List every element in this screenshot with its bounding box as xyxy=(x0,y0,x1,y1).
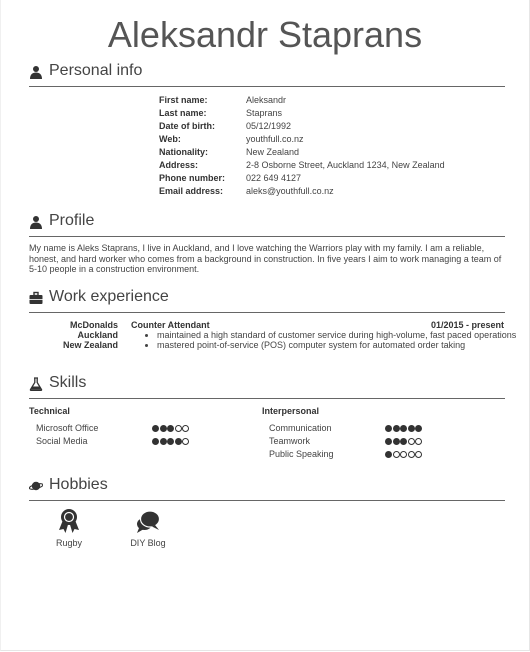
web-link[interactable]: youthfull.co.nz xyxy=(246,134,304,144)
award-ribbon-icon xyxy=(57,508,81,534)
rating-dot-filled xyxy=(393,425,400,432)
hobby-label: DIY Blog xyxy=(130,538,166,548)
skill-name: Teamwork xyxy=(269,436,311,446)
rating-dot-filled xyxy=(400,438,407,445)
rating-dot-filled xyxy=(400,425,407,432)
hobby-item xyxy=(118,508,178,548)
hobby-item xyxy=(39,508,99,548)
email-link[interactable]: aleks@youthfull.co.nz xyxy=(246,186,334,196)
job-city: Auckland xyxy=(77,330,118,340)
rating-dot-empty xyxy=(393,451,400,458)
skill-group-title: Technical xyxy=(29,406,70,416)
rating-dot-filled xyxy=(160,438,167,445)
rating-dot-empty xyxy=(175,425,182,432)
rating-dot-empty xyxy=(415,438,422,445)
field-value: 05/12/1992 xyxy=(246,121,292,131)
rating-dot-filled xyxy=(408,425,415,432)
chat-bubbles-icon xyxy=(136,508,160,534)
rating-dot-filled xyxy=(160,425,167,432)
job-bullets xyxy=(131,330,517,350)
work-experience-header xyxy=(29,288,505,313)
field-label: Address: xyxy=(159,160,199,170)
rating-dot-empty xyxy=(408,451,415,458)
skill-rating xyxy=(152,437,190,446)
rating-dot-filled xyxy=(385,438,392,445)
rating-dot-filled xyxy=(393,438,400,445)
rating-dot-filled xyxy=(175,438,182,445)
field-label: Email address: xyxy=(159,186,224,196)
field-value: New Zealand xyxy=(246,147,300,157)
rating-dot-empty xyxy=(415,451,422,458)
hobbies-title: Hobbies xyxy=(49,476,108,493)
job-country: New Zealand xyxy=(62,340,118,350)
field-label: Last name: xyxy=(159,108,207,118)
skill-rating xyxy=(385,450,423,459)
field-label: Nationality: xyxy=(159,147,209,157)
personal-info-title: Personal info xyxy=(49,62,143,79)
rating-dot-empty xyxy=(182,425,189,432)
work-experience-title: Work experience xyxy=(49,288,169,305)
field-label: Web: xyxy=(159,134,181,144)
job-employer: McDonalds xyxy=(69,320,118,330)
skill-name: Microsoft Office xyxy=(36,423,99,433)
skills-header xyxy=(29,374,505,399)
field-value: Aleksandr xyxy=(246,95,287,105)
job-role: Counter Attendant xyxy=(131,320,210,330)
skill-group-title: Interpersonal xyxy=(262,406,320,416)
profile-text: My name is Aleks Staprans, I live in Auckland, and I love watching the Warriors play with my family. I am a reliable, honest, and hard worker who comes from a background in construction. In five years I aim to work managing a team of 5-10 people in a construction environment. xyxy=(29,243,502,274)
planet-icon xyxy=(29,479,43,493)
person-icon xyxy=(29,65,43,79)
skill-name: Social Media xyxy=(36,436,88,446)
rating-dot-filled xyxy=(415,425,422,432)
field-value: 022 649 4127 xyxy=(246,173,302,183)
profile-title: Profile xyxy=(49,212,95,229)
person-icon xyxy=(29,215,43,229)
field-label: Date of birth: xyxy=(159,121,215,131)
job-bullet: • maintained a high standard of customer service during high-volume, fast paced operations xyxy=(157,330,517,340)
rating-dot-empty xyxy=(400,451,407,458)
personal-info-header xyxy=(29,62,505,87)
rating-dot-empty xyxy=(182,438,189,445)
skill-name: Communication xyxy=(269,423,332,433)
briefcase-icon xyxy=(29,291,43,305)
skill-rating xyxy=(152,424,190,433)
rating-dot-filled xyxy=(167,438,174,445)
rating-dot-filled xyxy=(385,451,392,458)
hobbies-header xyxy=(29,476,505,501)
field-value: Staprans xyxy=(246,108,283,118)
field-label: Phone number: xyxy=(159,173,226,183)
job-employer-block xyxy=(29,320,118,350)
skill-name: Public Speaking xyxy=(269,449,334,459)
rating-dot-filled xyxy=(152,438,159,445)
rating-dot-filled xyxy=(385,425,392,432)
hobby-label: Rugby xyxy=(55,538,82,548)
flask-icon xyxy=(29,377,43,391)
skills-title: Skills xyxy=(49,374,87,391)
rating-dot-filled xyxy=(152,425,159,432)
job-bullet: • mastered point-of-service (POS) computer system for automated order taking xyxy=(157,340,517,350)
skill-rating xyxy=(385,437,423,446)
rating-dot-filled xyxy=(167,425,174,432)
field-label: First name: xyxy=(159,95,208,105)
candidate-name: Aleksandr Staprans xyxy=(107,14,423,55)
profile-header xyxy=(29,212,505,237)
field-value: 2-8 Osborne Street, Auckland 1234, New Zealand xyxy=(246,160,445,170)
skill-rating xyxy=(385,424,423,433)
rating-dot-empty xyxy=(408,438,415,445)
job-dates: 01/2015 - present xyxy=(430,320,504,330)
